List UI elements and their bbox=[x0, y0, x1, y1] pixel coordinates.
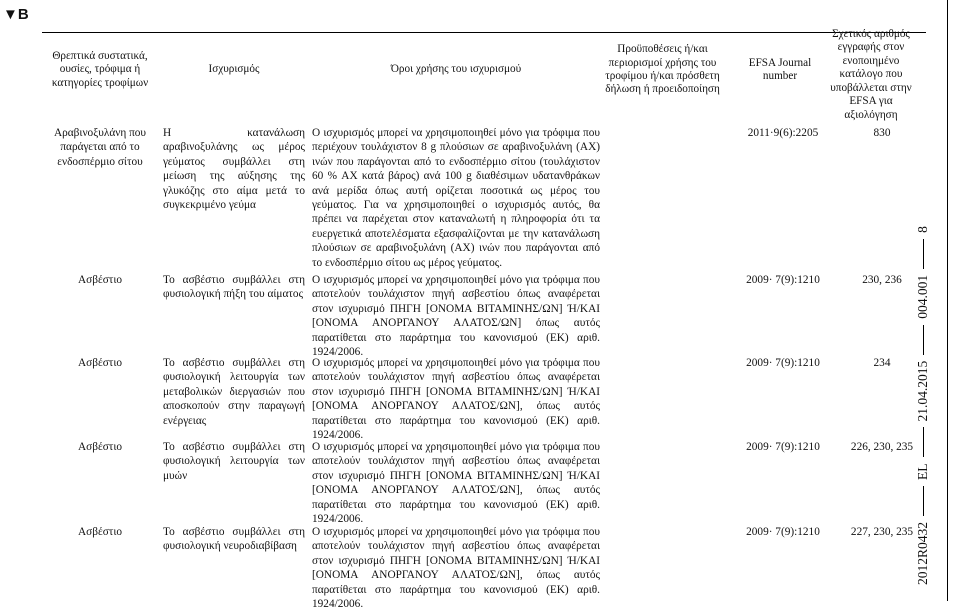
row2-conditions: Ο ισχυρισμός μπορεί να χρησιμοποιηθεί μόνο για τρόφιμα που αποτελούν τουλάχιστον πηγή ασβεστίου όπως αναφέρεται στον ισχυρισμό ΠΗΓΗ [ΟΝΟΜΑ ΒΙΤΑΜΙΝΗΣ/ΩΝ] Ή/ΚΑΙ [ΟΝΟΜΑ ΑΝΟΡΓΑΝΟΥ ΑΛΑΤΟΣ/ΩΝ] όπως αυτός παρατίθεται στο παράρτημα του κανονισμού (ΕΚ) αριθ. 1924/2006. bbox=[312, 274, 600, 359]
row5-efsa: 2009· 7(9):1210 bbox=[746, 526, 820, 538]
margin-doc-id: 2012R0432 bbox=[915, 521, 930, 585]
header-ref-number bbox=[822, 27, 920, 121]
margin-dash bbox=[923, 325, 924, 355]
row4-ref: 226, 230, 235 bbox=[850, 441, 914, 453]
header-restrictions-text: Προϋποθέσεις ή/και περιορισμοί χρήσης του τροφίμου ή/και πρόσθετη δήλωση ή προειδοποίηση bbox=[605, 43, 720, 96]
row4-efsa: 2009· 7(9):1210 bbox=[746, 441, 820, 453]
row2-claim: Το ασβέστιο συμβάλλει στη φυσιολογική πήξη του αίματος bbox=[163, 274, 305, 301]
header-conditions bbox=[312, 40, 600, 100]
header-substance-text: Θρεπτικά συστατικά, ουσίες, τρόφιμα ή κατηγορίες τροφίμων bbox=[51, 49, 149, 89]
row3-conditions: Ο ισχυρισμός μπορεί να χρησιμοποιηθεί μόνο για τρόφιμα που αποτελούν τουλάχιστον πηγή ασβεστίου όπως αναφέρεται στον ισχυρισμό ΠΗΓΗ [ΟΝΟΜΑ ΒΙΤΑΜΙΝΗΣ/ΩΝ] Ή/ΚΑΙ [ΟΝΟΜΑ ΑΝΟΡΓΑΝΟΥ ΑΛΑΤΟΣ/ΩΝ], όπως αυτός παρατίθεται στο παράρτημα του κανονισμού (ΕΚ) αριθ. 1924/2006. bbox=[312, 357, 600, 442]
row1-efsa: 2011·9(6):2205 bbox=[747, 127, 819, 139]
top-rule bbox=[42, 32, 926, 33]
margin-version: 004.001 bbox=[915, 274, 930, 319]
row1-conditions: Ο ισχυρισμός μπορεί να χρησιμοποιηθεί μόνο για τρόφιμα που περιέχουν τουλάχιστον 8 g πλούσιων σε αραβινοξυλάνη (AX) ινών που παράγονται από το ενδοσπέρμιο σίτου (τουλάχιστον 60 % AX κατά βάρος) ανά 100 g διαθέσιμων υδατανθράκων ανά μερίδα όπως αυτή ορίζεται ποσοτικά ως μέρος του γεύματος. Για να χρησιμοποιηθεί ο ισχυρισμός αυτός, θα πρέπει να παρέχεται στον καταναλωτή η πληροφορία ότι τα ευεργετικά αποτελέσματα εξασφαλίζονται με την κατανάλωση πλούσιων σε αραβινοξυλάνη (AX) ινών που παράγονται από το ενδοσπέρμιο σίτου ως μέρος γεύματος. bbox=[312, 127, 600, 269]
margin-lang: EL bbox=[915, 463, 930, 480]
header-ref-number-text: Σχετικός αριθμός εγγραφής στον ενοποιημένο κατάλογο που υποβάλλεται στην EFSA για αξιολόγηση bbox=[830, 27, 912, 121]
row5-conditions: Ο ισχυρισμός μπορεί να χρησιμοποιηθεί μόνο για τρόφιμα που αποτελούν τουλάχιστον πηγή ασβεστίου όπως αναφέρεται στον ισχυρισμό ΠΗΓΗ [ΟΝΟΜΑ ΒΙΤΑΜΙΝΗΣ/ΩΝ] Ή/ΚΑΙ [ΟΝΟΜΑ ΑΝΟΡΓΑΝΟΥ ΑΛΑΤΟΣ/ΩΝ], όπως αυτός παρατίθεται στο παράρτημα του κανονισμού (ΕΚ) αριθ. 1924/2006. bbox=[312, 526, 600, 611]
header-substance bbox=[42, 40, 158, 100]
margin-dash bbox=[923, 427, 924, 457]
row3-substance: Ασβέστιο bbox=[77, 357, 123, 369]
row1-ref: 830 bbox=[873, 127, 891, 139]
amendment-marker: ▼B bbox=[3, 6, 29, 23]
row4-conditions: Ο ισχυρισμός μπορεί να χρησιμοποιηθεί μόνο για τρόφιμα που αποτελούν τουλάχιστον πηγή ασβεστίου όπως αναφέρεται στον ισχυρισμό ΠΗΓΗ [ΟΝΟΜΑ ΒΙΤΑΜΙΝΗΣ/ΩΝ] Ή/ΚΑΙ [ΟΝΟΜΑ ΑΝΟΡΓΑΝΟΥ ΑΛΑΤΟΣ/ΩΝ], όπως αυτός παρατίθεται στο παράρτημα του κανονισμού (ΕΚ) αριθ. 1924/2006. bbox=[312, 441, 600, 526]
row5-ref: 227, 230, 235 bbox=[850, 526, 914, 538]
row1-substance: Αραβινοξυλάνη που παράγεται από το ενδοσπέρμιο σίτου bbox=[53, 127, 147, 168]
row2-ref: 230, 236 bbox=[862, 274, 902, 286]
row5-claim: Το ασβέστιο συμβάλλει στη φυσιολογική νευροδιαβίβαση bbox=[163, 526, 305, 553]
header-efsa-journal bbox=[740, 40, 820, 100]
row3-ref: 234 bbox=[873, 357, 891, 369]
header-conditions-text: Όροι χρήσης του ισχυρισμού bbox=[390, 63, 522, 76]
margin-reference bbox=[915, 45, 931, 585]
row3-efsa: 2009· 7(9):1210 bbox=[746, 357, 820, 369]
margin-rule bbox=[947, 0, 948, 601]
row4-claim: Το ασβέστιο συμβάλλει στη φυσιολογική λειτουργία των μυών bbox=[163, 441, 305, 482]
row3-claim: Το ασβέστιο συμβάλλει στη φυσιολογική λειτουργία των μεταβολικών διεργασιών που αποσκοπούν στην παραγωγή ενέργειας bbox=[163, 357, 305, 427]
margin-dash bbox=[923, 486, 924, 516]
row5-substance: Ασβέστιο bbox=[77, 526, 123, 538]
row2-substance: Ασβέστιο bbox=[77, 274, 123, 286]
margin-date: 21.04.2015 bbox=[915, 360, 930, 422]
margin-dash bbox=[923, 239, 924, 269]
row2-efsa: 2009· 7(9):1210 bbox=[746, 274, 820, 286]
row1-claim: Η κατανάλωση αραβινοξυλάνης ως μέρος γεύματος συμβάλλει στη μείωση της αύξησης της γλυκόζης στο αίμα μετά το συγκεκριμένο γεύμα bbox=[163, 127, 305, 212]
header-claim-text: Ισχυρισμός bbox=[208, 63, 260, 76]
header-efsa-journal-text: EFSA Journal number bbox=[748, 56, 812, 82]
header-restrictions bbox=[600, 40, 725, 100]
margin-page: 8 bbox=[915, 226, 930, 233]
row4-substance: Ασβέστιο bbox=[77, 441, 123, 453]
header-claim bbox=[163, 40, 305, 100]
